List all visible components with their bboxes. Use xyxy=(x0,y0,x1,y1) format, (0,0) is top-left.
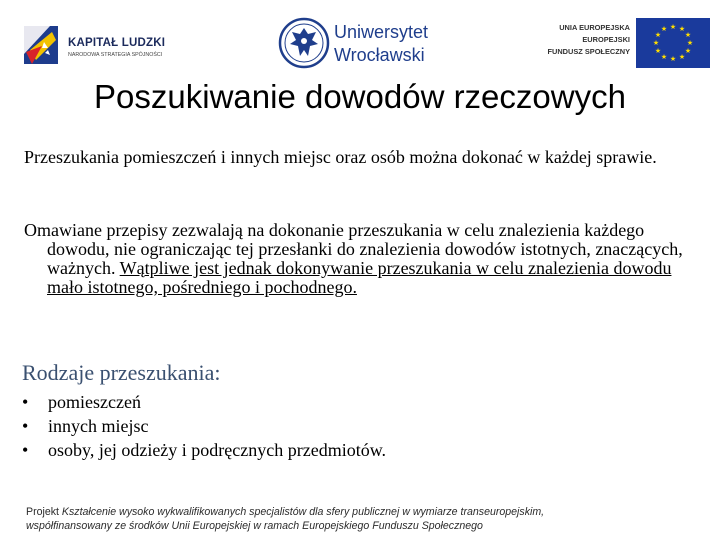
eu-line1: UNIA EUROPEJSKA xyxy=(559,23,630,32)
svg-text:★: ★ xyxy=(678,25,686,33)
list-item: • osoby, jej odzieży i podręcznych przedmiotów. xyxy=(22,440,387,460)
university-name-line1: Uniwersytet xyxy=(334,22,429,42)
paragraph2-text: Omawiane przepisy zezwalają na dokonanie przeszukania w celu znalezienia każdego dowodu, nie ograniczając tej przesłanki do znalezienia dowodów istotnych, znaczących, ważnych. xyxy=(24,220,683,278)
svg-text:★: ★ xyxy=(678,53,686,61)
svg-text:★: ★ xyxy=(684,31,692,39)
svg-text:★: ★ xyxy=(660,25,668,33)
kapital-ludzki-logo xyxy=(22,22,172,72)
svg-text:★: ★ xyxy=(652,39,660,47)
search-types-list xyxy=(22,390,386,462)
university-eagle-seal-icon xyxy=(278,14,330,72)
list-item: • innych miejsc xyxy=(22,416,149,436)
eu-fund-logo xyxy=(520,18,710,78)
kapital-ludzki-title: KAPITAŁ LUDZKI xyxy=(68,37,166,49)
footer-line1: Kształcenie wysoko wykwalifikowanych specjalistów dla sfery publicznej w wymiarze transeuropejskim, xyxy=(61,506,545,518)
svg-text:★: ★ xyxy=(684,47,692,55)
svg-text:★: ★ xyxy=(686,39,694,47)
bullet-icon: • xyxy=(22,440,29,460)
project-footer xyxy=(26,505,716,533)
kapital-ludzki-subtitle: NARODOWA STRATEGIA SPÓJNOŚCI xyxy=(68,52,163,58)
paragraph-regulations xyxy=(24,221,684,297)
slide-title: Poszukiwanie dowodów rzeczowych xyxy=(94,78,626,115)
svg-text:★: ★ xyxy=(654,31,662,39)
svg-text:★: ★ xyxy=(669,23,677,31)
svg-text:★: ★ xyxy=(660,53,668,61)
paragraph1-text: Przeszukania pomieszczeń i innych miejsc oraz osób można xyxy=(24,147,462,167)
university-name-line2: Wrocławski xyxy=(334,45,425,65)
bullet-icon: • xyxy=(22,392,29,412)
eu-fund-text xyxy=(526,22,630,58)
svg-text:★: ★ xyxy=(654,47,662,55)
eu-flag-icon xyxy=(636,18,710,68)
search-types-heading: Rodzaje przeszukania: xyxy=(22,360,221,385)
list-item: • pomieszczeń xyxy=(22,392,141,412)
eu-line3: FUNDUSZ SPOŁECZNY xyxy=(547,47,630,56)
paragraph1-emphasis: dokonać w każdej sprawie xyxy=(461,147,653,167)
eu-line2: EUROPEJSKI xyxy=(582,35,630,44)
paragraph1-end: . xyxy=(652,147,657,167)
header-logos xyxy=(0,0,720,84)
paragraph2-underlined: Wątpliwe jest jednak dokonywanie przeszukania w celu znalezienia dowodu mało istotnego, pośredniego i pochodnego. xyxy=(47,258,672,297)
university-logo xyxy=(278,14,438,74)
svg-text:★: ★ xyxy=(669,55,677,63)
bullet-icon: • xyxy=(22,416,29,436)
paragraph-search-scope xyxy=(24,147,684,168)
kapital-ludzki-emblem-icon xyxy=(22,22,64,68)
footer-label: Projekt xyxy=(26,506,62,518)
footer-line2: współfinansowany ze środków Unii Europejskiej w ramach Europejskiego Funduszu Społecznego xyxy=(26,520,483,532)
